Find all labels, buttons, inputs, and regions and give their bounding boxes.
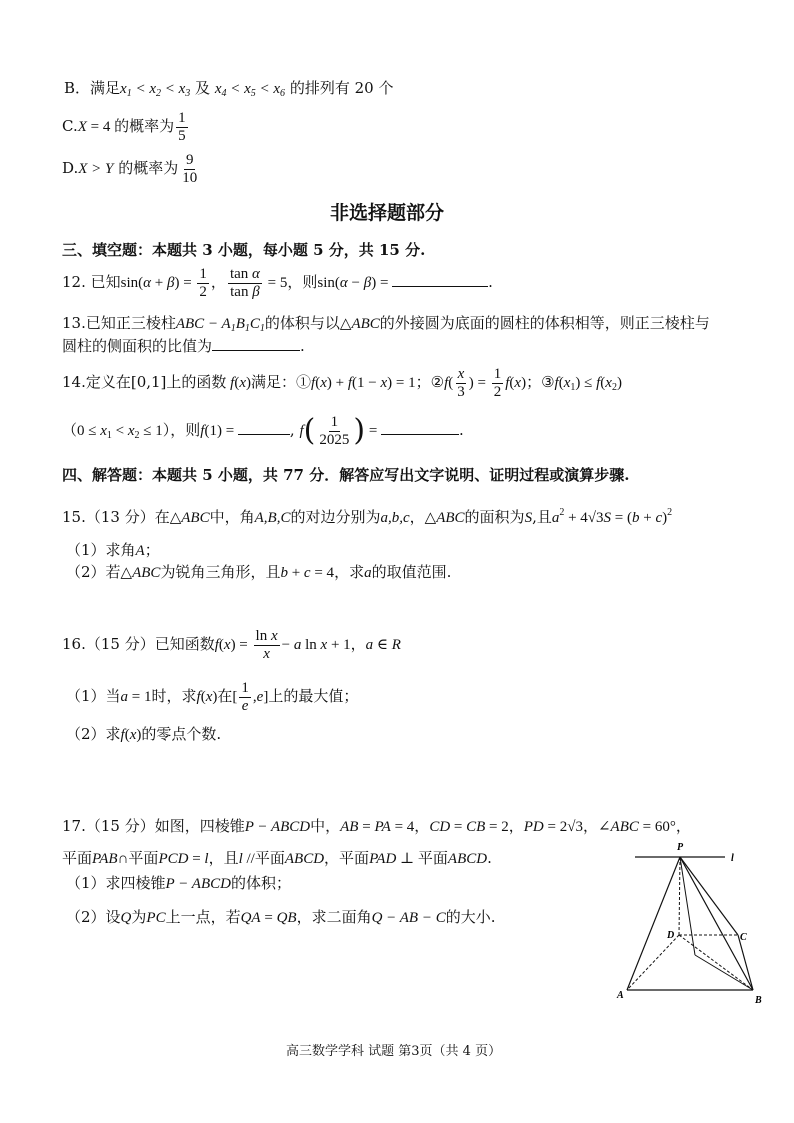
choice-b: B．满足$x_1 < x_2 < x_3$ 及 $x_4 < x_5 < x_6$ 的排列有 20 个 xyxy=(64,79,394,99)
q17-text-4: ，且 xyxy=(208,849,239,867)
q17-p2-text-3: 上一点，若 xyxy=(165,908,241,926)
edge-ad xyxy=(627,935,679,990)
q14-condition-3-marker: ③ xyxy=(541,373,555,391)
q17-text-6: ，平面 xyxy=(324,849,370,867)
choice-c-fraction: $\frac{1}{5}$ xyxy=(178,109,186,144)
q13-text-2: 的体积与以△ xyxy=(264,314,352,332)
q14-answer-blank-2[interactable] xyxy=(381,420,459,435)
choice-b-formula: $x_1 < x_2 < x_3$ xyxy=(120,81,191,99)
label-c: C xyxy=(740,932,747,943)
q15-equation: $a^2 + 4√3S = (b + c)^2$ xyxy=(551,507,673,526)
q17-p2-text-1: （2）设 xyxy=(66,908,121,926)
q17-p2-text-4: ，求二面角 xyxy=(296,908,372,926)
q16-p1-text-4: 上的最大值； xyxy=(268,687,359,705)
label-d: D xyxy=(667,930,675,941)
q15-number: 15.（13 分）在 xyxy=(62,508,170,526)
q16-p2-text-1: （2）求 xyxy=(66,725,121,743)
choice-d-formula: X > Y xyxy=(78,161,114,177)
fill-in-header: 三、填空题：本题共 3 小题，每小题 5 分，共 15 分. xyxy=(62,241,426,259)
edge-db xyxy=(679,935,753,990)
question-17-line-2: 平面PAB∩平面PCD = l，且l //平面ABCD，平面PAD ⊥ 平面ABCD. xyxy=(62,849,492,867)
question-13-line-2: 圆柱的侧面积的比值为 . xyxy=(62,337,305,355)
question-16: 16.（15 分）已知函数f(x) = $\frac{\text{ln x}}{x}$ − a ln x + 1，a ∈ R xyxy=(62,627,401,662)
q13-prism: ABC − $A_1B_1C_1$ xyxy=(175,316,265,334)
edge-pb xyxy=(680,857,753,990)
question-12: 12. 已知sin(α + β) = $\frac{1}{2}$ ， $\frac{\text{tan α}}{\text{tan β}}$ = 5，则sin(α − β) = . xyxy=(62,265,493,300)
q16-p2-text-2: 的零点个数. xyxy=(141,725,222,743)
choice-b-label: B．满足 xyxy=(64,79,121,97)
q15-p2-text-2: 为锐角三角形，且 xyxy=(160,563,281,581)
choice-c: C.X = 4 的概率为 $\frac{1}{5}$ xyxy=(62,109,186,144)
q14-condition-2-marker: ② xyxy=(430,373,445,391)
question-15-part-2: （2）若△ABC为锐角三角形，且b + c = 4，求a的取值范围. xyxy=(66,563,452,581)
q16-number: 16.（15 分）已知函数 xyxy=(62,635,215,653)
q15-text-3: 的面积为 xyxy=(464,508,525,526)
q17-text-1: 中， xyxy=(310,817,341,835)
q17-text-2: 平面 xyxy=(62,849,93,867)
question-15: 15.（13 分）在△ABC中，角A,B,C的对边分别为a,b,c，△ABC的面积为S,且$a^2 + 4√3S = (b + c)^2$ xyxy=(62,507,673,526)
q16-fraction: $\frac{\text{ln x}}{x}$ xyxy=(255,627,278,662)
q17-text-7: 平面 xyxy=(417,849,448,867)
choice-b-formula-2: $x_4 < x_5 < x_6$ xyxy=(214,81,286,99)
q13-text-3: 的外接圆为底面的圆柱的体积相等，则正三棱柱与 xyxy=(379,314,710,332)
q12-number: 12. 已知 xyxy=(62,273,121,291)
q15-triangle: △ABC xyxy=(169,510,210,526)
edge-pa xyxy=(627,857,680,990)
question-15-part-1: （1）求角A； xyxy=(66,541,160,559)
question-14-line-2: $(0 \le x_1 < x_2 \le 1)$，则f(1) = , f( $\frac{1}{2025}$ ) = . xyxy=(62,413,464,448)
q14-fraction-2025: $\frac{1}{2025}$ xyxy=(319,413,350,448)
edge-pc xyxy=(680,857,738,935)
question-17-part-2: （2）设Q为PC上一点，若QA = QB，求二面角Q − AB − C的大小. xyxy=(66,908,496,926)
q14-text-1: 14.定义在[0,1]上的函数 xyxy=(62,373,227,391)
q16-p1-text-2: 时，求 xyxy=(151,687,197,705)
q14-condition-3: $f(x_1) \le f(x_2)$ xyxy=(554,375,622,393)
q12-formula-2: sin(α − β) = xyxy=(317,275,393,291)
q14-range: $(0 \le x_1 < x_2 \le 1)$ xyxy=(62,423,171,441)
q17-number: 17.（15 分）如图，四棱锥 xyxy=(62,817,245,835)
q15-text-1: 中，角 xyxy=(209,508,255,526)
q15-p1-text: （1）求角 xyxy=(66,541,136,559)
q17-text-5: 平面 xyxy=(254,849,285,867)
q12-formula-1: sin(α + β) = xyxy=(120,275,196,291)
q12-answer-blank[interactable] xyxy=(392,272,488,287)
q14-f: f xyxy=(226,375,235,391)
question-17: 17.（15 分）如图，四棱锥P − ABCD中，AB = PA = 4，CD = CB = 2，PD = 2√3，∠ABC = 60°， xyxy=(62,817,691,835)
q16-p1-text-1: （1）当 xyxy=(66,687,121,705)
question-17-part-1: （1）求四棱锥P − ABCD的体积； xyxy=(66,874,291,892)
q16-p1-text-3: 在 xyxy=(217,687,233,705)
q17-conditions: AB = PA = 4，CD = CB = 2，PD = 2√3，∠ABC = 60°， xyxy=(340,819,691,835)
section-title: 非选择题部分 xyxy=(330,202,445,224)
q12-fraction-tan: $\frac{\text{tan α}}{\text{tan β}}$ xyxy=(229,265,260,300)
q15-p2-text-4: 的取值范围. xyxy=(371,563,452,581)
q12-then: ，则 xyxy=(287,273,318,291)
choice-c-label: C. xyxy=(62,117,78,135)
q15-p2-text-3: ，求 xyxy=(334,563,365,581)
label-b: B xyxy=(755,995,762,1006)
choice-c-text: 的概率为 xyxy=(114,117,175,135)
q13-triangle: ABC xyxy=(351,316,380,332)
q14-fraction-half: $\frac{1}{2}$ xyxy=(493,365,502,400)
q17-text-3: 平面 xyxy=(128,849,159,867)
choice-c-formula: X xyxy=(77,119,87,135)
choice-d-fraction: $\frac{9}{10}$ xyxy=(182,151,198,186)
question-14-line-1: 14.定义在[0,1]上的函数 f(x)满足：①f(x) + f(1 − x) = 1；②f( $\frac{x}{3}$ ) = $\frac{1}{2}$ f(x)；$③f(x_1) \le f(x_2)$ xyxy=(62,365,622,400)
label-l: l xyxy=(731,853,734,864)
q14-answer-blank-1[interactable] xyxy=(238,420,290,435)
q13-text-4: 圆柱的侧面积的比值为 xyxy=(62,337,213,355)
q16-fraction-1-over-e: $\frac{1}{e}$ xyxy=(241,679,249,714)
q17-p2-text-5: 的大小. xyxy=(445,908,496,926)
q13-answer-blank[interactable] xyxy=(212,336,300,351)
label-a: A xyxy=(617,990,624,1001)
page-footer: 高三数学学科 试题 第3页（共 4 页） xyxy=(286,1044,502,1059)
q14-text-2: 满足： xyxy=(251,373,297,391)
q14-condition-1-marker: ① xyxy=(296,373,312,391)
question-16-part-1: （1）当a = 1时，求f(x)在[ $\frac{1}{e}$ ,e]上的最大值； xyxy=(66,679,359,714)
choice-b-text: 的排列有 20 个 xyxy=(289,79,394,97)
label-p: P xyxy=(677,842,684,853)
q14-text-3: ，则 xyxy=(170,421,201,439)
choice-d-label: D. xyxy=(62,159,79,177)
q14-fraction-x3: $\frac{x}{3}$ xyxy=(457,365,465,400)
edge-pd xyxy=(679,857,680,935)
q13-text-1: 13.已知正三棱柱 xyxy=(62,314,176,332)
answer-header: 四、解答题：本题共 5 小题，共 77 分．解答应写出文字说明、证明过程或演算步骤. xyxy=(62,466,630,484)
q17-p2-text-2: 为 xyxy=(131,908,147,926)
q15-text-2: 的对边分别为 xyxy=(290,508,381,526)
q14-condition-1: f(x) + f(1 − x) = 1； xyxy=(311,375,431,391)
q15-text-4: ,且 xyxy=(532,508,552,526)
q17-p1-text-1: （1）求四棱锥 xyxy=(66,874,166,892)
choice-d-text: 的概率为 xyxy=(118,159,179,177)
pyramid-figure xyxy=(605,835,770,1010)
q12-fraction-half: $\frac{1}{2}$ xyxy=(199,265,207,300)
choice-d xyxy=(62,150,201,187)
question-16-part-2: （2）求f(x)的零点个数. xyxy=(66,725,222,743)
q15-p2-text-1: （2）若△ xyxy=(66,563,133,581)
q17-p1-text-2: 的体积； xyxy=(230,874,291,892)
